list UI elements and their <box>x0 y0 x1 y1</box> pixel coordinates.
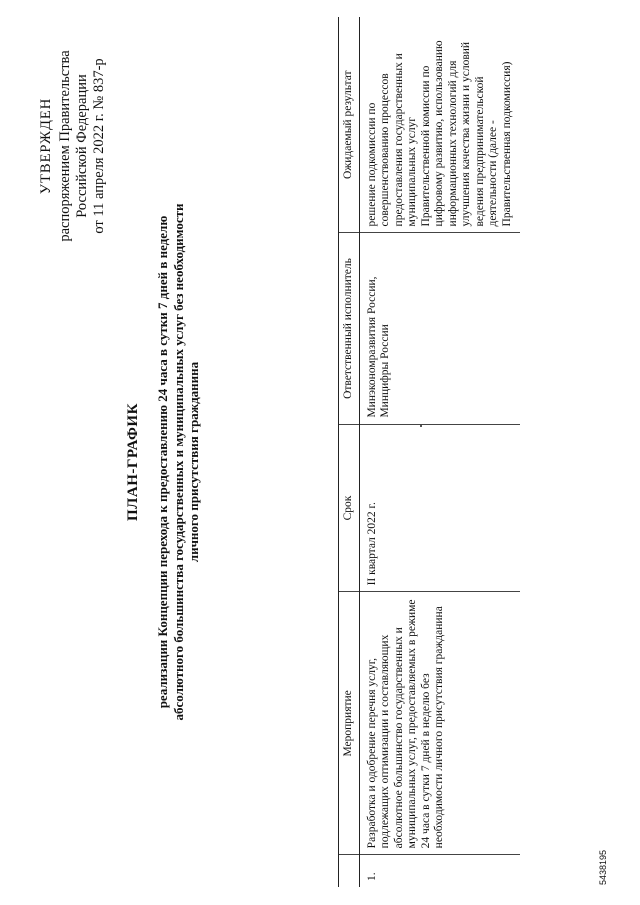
row-executor: Минэкономразвития России, Минцифры России <box>359 233 520 424</box>
row-result: решение подкомиссии по совершенствованию процессов предоставления государственных и муниципальных услуг Правительственной комиссии по цифровому развитию, использованию информационных технологий для улучшения качества жизни и условий ведения предпринимательской деятельности (далее - Правительственная подкомиссия) <box>359 17 520 233</box>
row-term: II квартал 2022 г. <box>359 424 520 592</box>
document-heading <box>125 77 202 847</box>
approval-line-3: Российской Федерации <box>74 74 90 218</box>
approval-title: УТВЕРЖДЕН <box>38 97 54 195</box>
approval-line-2: распоряжением Правительства <box>57 50 73 242</box>
row-activity: Разработка и одобрение перечня услуг, подлежащих оптимизации и составляющих абсолютное большинство государственных и муниципальных услуг, предоставляемых в режиме 24 часа в сутки 7 дней в неделю без необходимости личного присутствия гражданина <box>359 592 520 855</box>
heading-line-3: личного присутствия гражданина <box>186 361 201 563</box>
table-row <box>359 17 520 887</box>
rotated-document-page <box>20 17 620 887</box>
row-number: 1. <box>365 872 378 881</box>
table-header-row <box>339 17 360 887</box>
header-result: Ожидаемый результат <box>339 17 360 233</box>
header-activity: Мероприятие <box>339 592 360 855</box>
header-executor: Ответственный исполнитель <box>339 233 360 424</box>
plan-table <box>338 17 520 887</box>
approval-stamp <box>38 21 108 271</box>
document-id: 5438195 <box>598 849 608 885</box>
heading-line-1: реализации Концепции перехода к предоставлению 24 часа в сутки 7 дней в неделю <box>155 215 170 709</box>
approval-line-4: от 11 апреля 2022 г. № 837-р <box>91 58 107 234</box>
header-term: Срок <box>339 424 360 592</box>
document-title: ПЛАН-ГРАФИК <box>125 403 141 521</box>
heading-line-2: абсолютного большинства государственных и муниципальных услуг без необходимости <box>170 203 186 721</box>
header-number <box>339 855 360 887</box>
